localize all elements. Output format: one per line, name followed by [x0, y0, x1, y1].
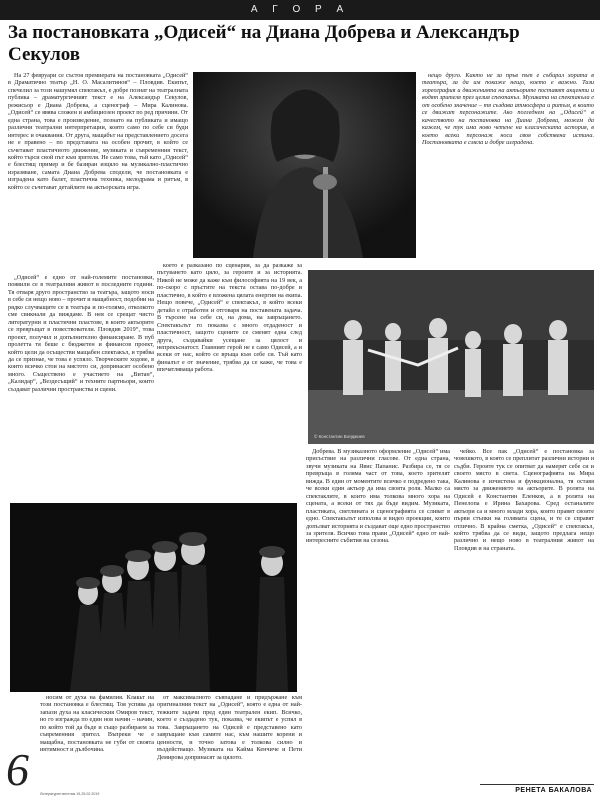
article-column-2: [8, 274, 154, 498]
photo-actor-portrait-image: [193, 72, 416, 258]
photo-stage-ensemble: [308, 270, 594, 444]
page-number: 6: [6, 744, 29, 795]
article-column-4: [422, 72, 594, 264]
photo-women-group: [10, 503, 297, 692]
section-title: А Г О Р А: [250, 4, 350, 15]
photo-women-group-image: [10, 503, 297, 692]
author-rule: [480, 784, 594, 785]
publication-footnote: Литературен вестник 19-25.02.2019: [40, 792, 100, 796]
article-paragraph: от максималното съвпадане и придържане към оригиналния текст на „Одисей“, която е една от най-тежките задачи пред един театрален екип. Всичко, което е създадено тук, показва, че екипът е успял в това. Завръщането на Одисей е представено като завръщане към самите нас, към нашите корени и ценности, и точно затова е толкова силно и въздействащо. Музиката на Кайма Кенчиче и Пети Демирова допринасят за цялото.: [157, 694, 302, 761]
photo-stage-ensemble-image: [308, 270, 594, 444]
article-column-6: [454, 448, 594, 782]
article-column-3: [157, 262, 302, 498]
section-header: [0, 0, 600, 20]
photo-stage-ensemble-credit: © Константин Бояджиев: [314, 434, 365, 439]
article-paragraph: носим от духа на фамилия. Клакьт на този постановка е блестящ. Тоя успява да запази духа на класическия Омиров текст, но го изгражда по един нов начин – начин, по който той да бъде и също разбираем за съвременния зрител. Въпреки че е мащабна, постановката не губи от своята интимност и дълбочина.: [40, 694, 154, 754]
article-paragraph: чейко. Все пак „Одисей“ е постановка за човешкото, в която се преплитат различни истории и съдби. Героите тук се опитват да намерят себе си и своето място в света. Сценографията на Мира Калинова е изчистена и функционална, тя оставя място за движението на актьорите. В ролята на Одисей е Константин Еленков, а в ролята на Пенелопа е Ирина Бахарова. Сред останалите актьори са и много млади хора, които правят своите първи стъпки на голямата сцена, и те се справят отлично. В крайна сметка, „Одисей“ е спектакъл, който трябва да се види, защото предлага нещо различно и нещо ново в театралния живот на Пловдив и на страната.: [454, 448, 594, 552]
photo-actor-portrait: [193, 72, 416, 258]
article-paragraph: „Одисей“ е едно от най-големите постановки, появили се в театралния живот в последните години. Тя отваря друго пространство за театъра, защото носи в себе си нещо ново – прочит и мащабност, подобни на рядко случващите се в театъра и по-голямо, отколкото сме свикнали да виждаме. В нея се срещат чисто литературни и пластични пластове, в които актьорите се превръщат в повествователи. Пловдив 2019“, това проект, получил и допълнително финансиране. В пуб пролетта тя беше с бюджетен и финансов проект, който цели да осъществи мащабен спектакъл, и трябва да се признае, че това е успяло. Творческите ходове, в които всичко стои на мястото си, допринасят особено много. Съществено е участието на „Витан“, „Калидар“, „Вездесъщий“ и техните партньори, които създават различни пространства и сцени.: [8, 274, 154, 393]
article-paragraph: което е разказано по сценария, за да разкаже за пътуването като цяло, за героите и за историята. Никой не може да каже към философията на 19 век, а по-скоро с пръстите на текста остава по-добре и пластично, в който е вложена цялата енергия на екипа. Нещо повече, „Одисей“ е спектакъл, в който всеки детайл е отработен и отговаря на поставената задача. В търсене на себе си, на дома, на завръщането. Спектакълът го показва с много отдаденост и пластичност, защото сцените се сменят една след друга, създавайки усещане за цялост и непрекъснатост. Главният герой не е само Одисей, а и всеки от нас, който се връща към себе си. Тъй като финалът е от значение, трябва да се каже, че това е впечатляваща работа.: [157, 262, 302, 374]
article-column-8: [157, 694, 302, 790]
article-headline: За постановката „Одисей“ на Диана Добрева и Александър Секулов: [8, 22, 520, 65]
article-column-7: [40, 694, 154, 784]
article-paragraph: нещо друго. Както не за пръв път е събирал хората в театъра, за да им покаже нещо, което е важно. Тази хореография и движенията на актьорите поставят акценти и водят зрителя през целия спектакъл. Музиката на спектакъла е от особено значение – тя създава атмосфера и ритъм, в които се движат персонажите. Ако погледнем на „Одисей“ в качеството на постановка на Диана Добрева, можем да кажем, че тук има ново четене на класическата история, в което всеки персонаж носи своя собствена истина. Постановката е смела и добре изградена.: [422, 72, 594, 147]
article-author: РЕНЕТА БАКАЛОВА: [515, 787, 592, 794]
article-paragraph: Добрева. В музикалното оформление „Одисей“ има присъствие на различни гласове. От една страна, звучи музиката на Явис Папанис. Разбира се, тя се превръща в голяма част от това, което зрителят вижда. В един от моментите всичко е подредено така, че всеки един актьор да има своята роля. Малко са спектаклите, в които има толкова много хора на сцената, а всеки от тях да бъде видим. Музиката, пластиката, светлината и сценографията се сливат в едно. Спектакълът използва и видео проекции, които допълват историята и създават още едно пространство за зрителя. Всичко това прави „Одисей“ едно от най-интересните събития на сезона.: [306, 448, 450, 545]
article-column-1: [8, 72, 188, 272]
article-paragraph: На 27 февруари се състоя премиерата на постановката „Одисей“ в Драматично театър „Н. О. Масалитинов“ – Пловдив. Екипът, спечелил за този нашумял спектакъл, е добре познат на театралната публика – драматургичният текст е на Александър Секулов, режисьор е Диана Добрева, а сценограф – Мира Калинова. „Одисей“ се явява сложен и амбициозен проект по ред причини. От една страна, това е произведение, познато на публиката и имащо различни театрални интерпретации, които само по себе си буди интерес и очаквания. От друга, мащабът на представлението досега не е правено – по представата на особен прочит, в който се съчетават пластичното движение, музиката и съвременния текст, който търси свой път към зрителя. Не само това, тъй като „Одисей“ е блестящ пример и бе базиран изцяло на музикално-пластично изразяване, самата Диана Добрева сподели, че постановката е изградена като балет, пластична техника, мелодрама и ритъм, в който се съчетават детайлите на актьорската игра.: [8, 72, 188, 191]
article-column-5: [306, 448, 450, 793]
